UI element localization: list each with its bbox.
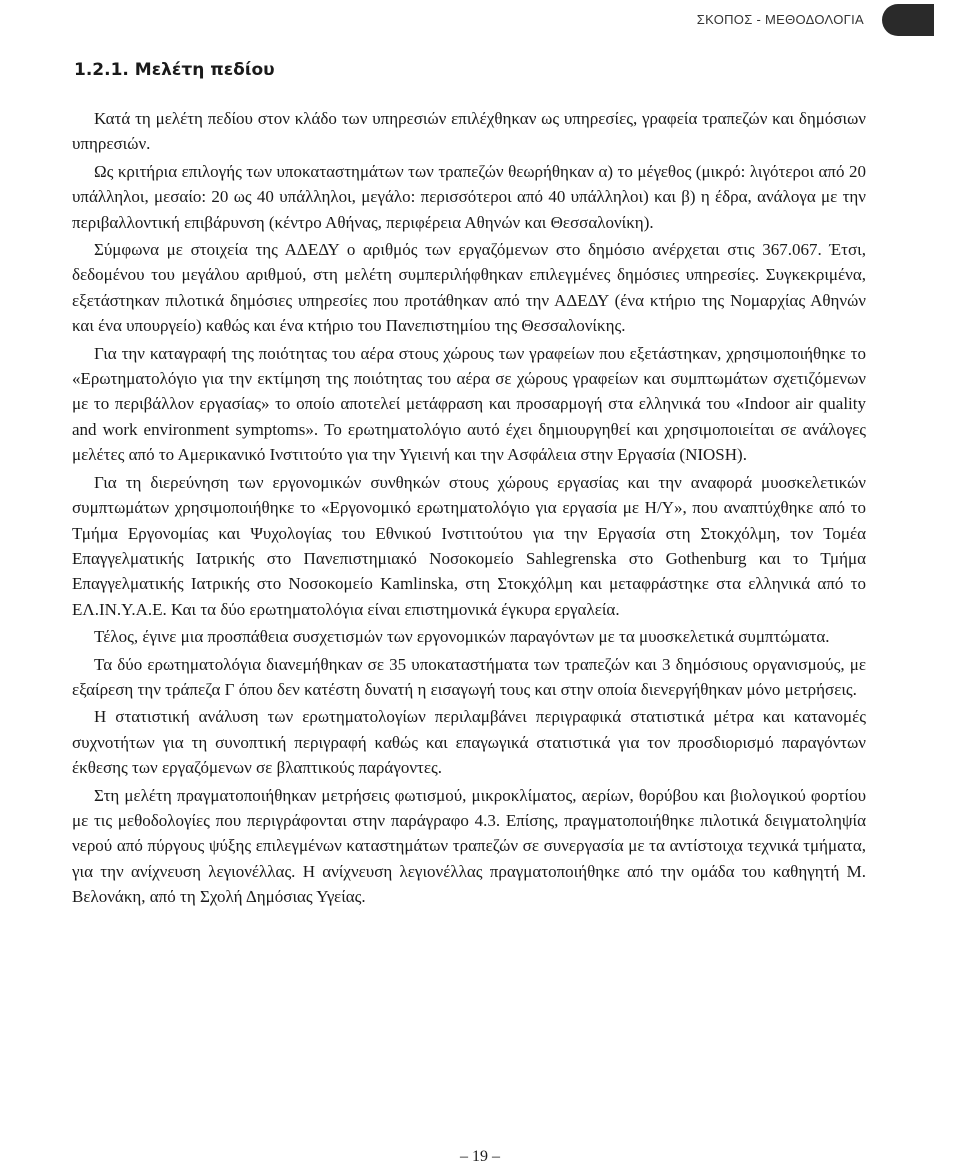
paragraph: Στη μελέτη πραγματοποιήθηκαν μετρήσεις φωτισμού, μικροκλίματος, αερίων, θορύβου και βιολογικού φορτίου με τις μεθοδολογίες που περιγράφονται στην παράγραφο 4.3. Επίσης, πραγματοποιήθηκε πιλοτικά δειγματοληψία νερού από πύργους ψύξης επιλεγμένων καταστημάτων τραπεζών σε συνεργασία με τα αντίστοιχα τεχνικά τμήματα, για την ανίχνευση λεγιονέλλας. Η ανίχνευση λεγιονέλλας πραγματοποιήθηκε από την ομάδα του καθηγητή Μ. Βελονάκη, από τη Σχολή Δημόσιας Υγείας. bbox=[72, 785, 866, 907]
paragraph: Κατά τη μελέτη πεδίου στον κλάδο των υπηρεσιών επιλέχθηκαν ως υπηρεσίες, γραφεία τραπεζών και δημόσιων υπηρεσιών. bbox=[72, 109, 866, 154]
running-header-label: ΣΚΟΠΟΣ - ΜΕΘΟΔΟΛΟΓΙΑ bbox=[696, 12, 864, 27]
paragraph: Σύμφωνα με στοιχεία της ΑΔΕΔΥ ο αριθμός των εργαζόμενων στο δημόσιο ανέρχεται στις 367.067. Έτσι, δεδομένου του μεγάλου αριθμού, στη μελέτη συμπεριλήφθηκαν επιλεγμένες δημόσιες υπηρεσίες. Συγκεκριμένα, εξετάστηκαν πιλοτικά δημόσιες υπηρεσίες που προτάθηκαν από την ΑΔΕΔΥ (ένα κτήριο της Νομαρχίας Αθηνών και ένα υπουργείο) καθώς και ένα κτήριο του Πανεπιστημίου της Θεσσαλονίκης. bbox=[72, 240, 866, 336]
page-number: – 19 – bbox=[460, 1148, 500, 1165]
paragraph: Για τη διερεύνηση των εργονομικών συνθηκών στους χώρους εργασίας και την αναφορά μυοσκελετικών συμπτωμάτων χρησιμοποιήθηκε το «Εργονομικό ερωτηματολόγιο για εργασία με Η/Υ», που αναπτύχθηκε από το Τμήμα Εργονομίας και Ψυχολογίας του Εθνικού Ινστιτούτου για την Εργασία στη Στοκχόλμη, τον Τομέα Επαγγελματικής Ιατρικής στο Πανεπιστημιακό Νοσοκομείο Sahlegrenska στο Gothenburg και το Τμήμα Επαγγελματικής Ιατρικής στο Νοσοκομείο Kamlinska, στη Στοκχόλμη και μεταφράστηκε στα ελληνικά από το ΕΛ.ΙΝ.Υ.Α.Ε. Και τα δύο ερωτηματολόγια είναι επιστημονικά έγκυρα εργαλεία. bbox=[72, 472, 866, 619]
paragraph: Τα δύο ερωτηματολόγια διανεμήθηκαν σε 35 υποκαταστήματα των τραπεζών και 3 δημόσιους οργανισμούς, με εξαίρεση την τράπεζα Γ όπου δεν κατέστη δυνατή η εισαγωγή τους και στην οποία διενεργήθηκαν μόνο μετρήσεις. bbox=[72, 654, 866, 699]
section-title: 1.2.1. Μελέτη πεδίου bbox=[74, 60, 275, 80]
body-text bbox=[72, 106, 866, 912]
running-header bbox=[0, 0, 960, 40]
header-tab-marker bbox=[882, 4, 934, 36]
paragraph: Τέλος, έγινε μια προσπάθεια συσχετισμών των εργονομικών παραγόντων με τα μυοσκελετικά συμπτώματα. bbox=[94, 627, 830, 647]
paragraph: Η στατιστική ανάλυση των ερωτηματολογίων περιλαμβάνει περιγραφικά στατιστικά μέτρα και κατανομές συχνοτήτων για τη συνοπτική περιγραφή καθώς και επαγωγικά στατιστικά για τον προσδιορισμό παραγόντων έκθεσης των εργαζόμενων σε βλαπτικούς παράγοντες. bbox=[72, 707, 866, 778]
paragraph: Ως κριτήρια επιλογής των υποκαταστημάτων των τραπεζών θεωρήθηκαν α) το μέγεθος (μικρό: λιγότεροι από 20 υπάλληλοι, μεσαίο: 20 ως 40 υπάλληλοι, μεγάλο: περισσότεροι από 40 υπάλληλοι) και β) η έδρα, ανάλογα με την περιβαλλοντική επιβάρυνση (κέντρο Αθήνας, περιφέρεια Αθηνών και Θεσσαλονίκη). bbox=[72, 161, 866, 232]
paragraph: Για την καταγραφή της ποιότητας του αέρα στους χώρους των γραφείων που εξετάστηκαν, χρησιμοποιήθηκε το «Ερωτηματολόγιο για την εκτίμηση της ποιότητας του αέρα σε χώρους γραφείων και συμπτωμάτων σχετιζόμενων με το περιβάλλον εργασίας» το οποίο αποτελεί μετάφραση και προσαρμογή στα ελληνικά του «Indoor air quality and work environment symptoms». Το ερωτηματολόγιο αυτό έχει δημιουργηθεί και χρησιμοποιείται σε ανάλογες μελέτες από το Αμερικανικό Ινστιτούτο για την Υγιεινή και την Ασφάλεια στην Εργασία (NIOSH). bbox=[72, 343, 866, 465]
